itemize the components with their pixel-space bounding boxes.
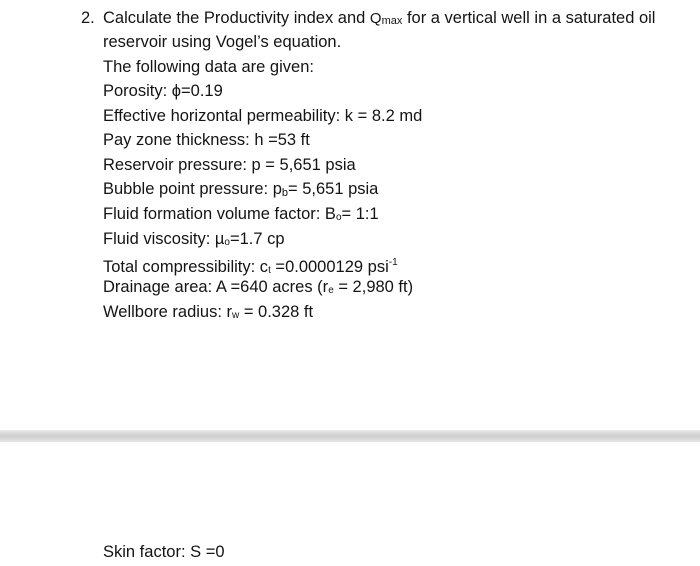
drainage-line [103, 277, 413, 301]
intro-text-a: Calculate the Productivity index and [103, 9, 370, 27]
fvf-subscript: o [335, 212, 342, 223]
bubble-point-label: Bubble point pressure: p [103, 180, 282, 198]
compressibility-superscript: -1 [388, 257, 398, 268]
fvf-line [103, 204, 379, 228]
compressibility-value: =0.0000129 psi [270, 258, 389, 276]
viscosity-line [103, 229, 285, 253]
wellbore-line [103, 302, 313, 326]
page-divider [0, 430, 700, 442]
wellbore-label: Wellbore radius: r [103, 303, 232, 321]
bubble-point-value: = 5,651 psia [288, 180, 379, 198]
fvf-label: Fluid formation volume factor: B [103, 205, 336, 223]
wellbore-subscript: w [232, 310, 240, 321]
question-intro-line-2: reservoir using Vogel’s equation. [103, 33, 342, 51]
thickness-line: Pay zone thickness: h =53 ft [103, 131, 310, 149]
reservoir-pressure-line: Reservoir pressure: p = 5,651 psia [103, 156, 356, 174]
permeability-line: Effective horizontal permeability: k = 8.2 md [103, 107, 423, 125]
porosity-value: =0.19 [181, 82, 223, 100]
porosity-symbol: ϕ [171, 82, 182, 100]
qmax-symbol: Q [369, 10, 382, 27]
porosity-label: Porosity: [103, 82, 172, 100]
intro-text-b: for a vertical well in a saturated oil [402, 9, 656, 27]
given-header: The following data are given: [103, 58, 314, 76]
porosity-line [103, 81, 223, 101]
compressibility-subscript: t [268, 265, 271, 276]
bubble-point-line [103, 179, 378, 203]
qmax-subscript: max [381, 15, 403, 27]
drainage-value: = 2,980 ft) [333, 278, 414, 296]
drainage-subscript: e [328, 285, 334, 296]
viscosity-subscript: o [224, 237, 230, 248]
fvf-value: = 1:1 [341, 205, 379, 223]
question-number: 2. [81, 9, 95, 27]
question-intro-line-1 [103, 8, 655, 31]
viscosity-value: =1.7 cp [229, 230, 285, 248]
viscosity-label: Fluid viscosity: µ [103, 230, 225, 248]
skin-factor-line: Skin factor: S =0 [103, 543, 225, 561]
drainage-label: Drainage area: A =640 acres (r [103, 278, 329, 296]
bubble-point-subscript: b [281, 187, 288, 199]
wellbore-value: = 0.328 ft [239, 303, 314, 321]
compressibility-label: Total compressibility: c [103, 258, 269, 276]
